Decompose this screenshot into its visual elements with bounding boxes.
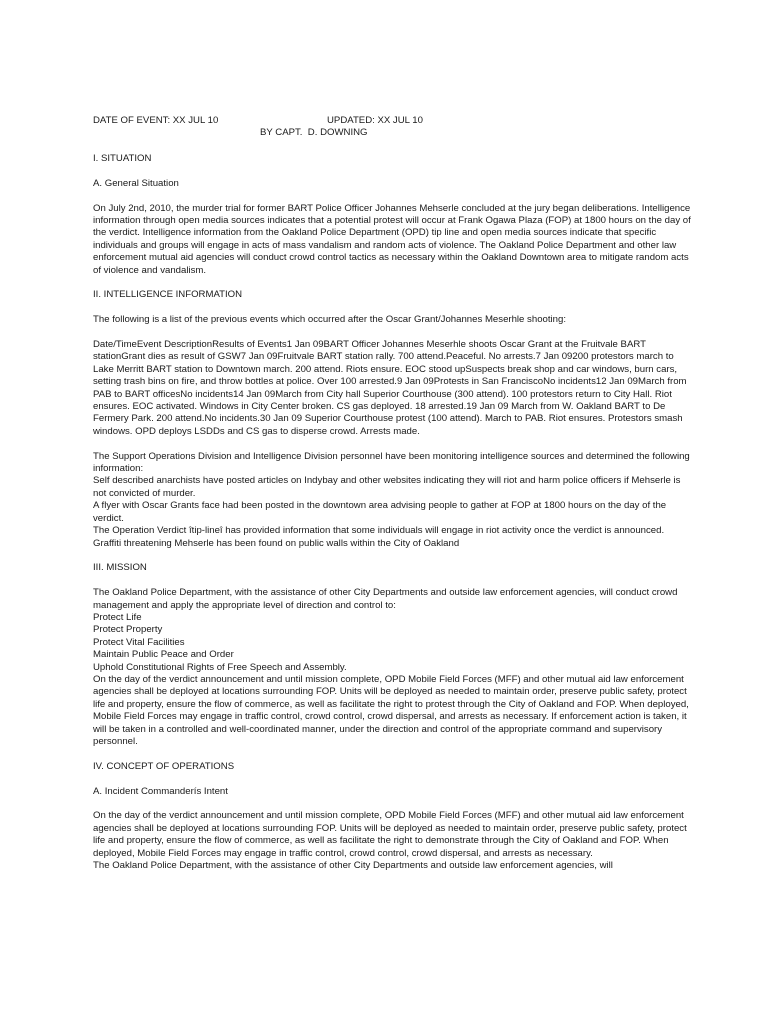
mission-goal-item: Protect Vital Facilities xyxy=(93,636,185,648)
document-body xyxy=(93,153,695,872)
finding-item: Graffiti threatening Mehserle has been found on public walls within the City of Oakland xyxy=(93,537,460,549)
finding-item: The Operation Verdict îtip-lineî has provided information that some individuals will engage in riot activity once the verdict is announced. xyxy=(93,525,665,537)
paragraph-mission-intro: The Oakland Police Department, with the assistance of other City Departments and outside law enforcement agencies, will conduct crowd management and apply the appropriate level of direction and control to: xyxy=(93,587,678,611)
paragraph-trailing: The Oakland Police Department, with the assistance of other City Departments and outside law enforcement agencies, will xyxy=(93,859,613,871)
paragraph-mission-deployment: On the day of the verdict announcement and until mission complete, OPD Mobile Field Forces (MFF) and other mutual aid law enforcement agencies shall be deployed at locations surrounding FOP. Units will be deployed as needed to maintain order, preserve public safety, protect life and property, ensure the flow of commerce, as well as facilitate the right to protest through the City of Oakland and FOP. When deployed, Mobile Field Forces may engage in traffic control, crowd control, crowd dispersal, and arrests as necessary. If enforcement action is taken, it will be taken in a controlled and well-coordinated manner, under the direction and control of the appropriate command and supervisory personnel. xyxy=(93,673,689,747)
section-heading-situation: I. SITUATION xyxy=(93,153,152,164)
paragraph-intelligence-intro: The following is a list of the previous events which occurred after the Oscar Grant/Johannes Meserhle shooting: xyxy=(93,314,566,326)
mission-goal-item: Uphold Constitutional Rights of Free Speech and Assembly. xyxy=(93,661,347,673)
section-heading-mission: III. MISSION xyxy=(93,562,147,574)
date-of-event: DATE OF EVENT: XX JUL 10 xyxy=(93,115,219,126)
sub-heading-general-situation: A. General Situation xyxy=(93,177,179,189)
sub-heading-commander-intent: A. Incident Commanderís Intent xyxy=(93,785,228,797)
mission-goal-item: Maintain Public Peace and Order xyxy=(93,649,234,661)
author-line: BY CAPT. D. DOWNING xyxy=(260,127,368,138)
paragraph-commander-intent: On the day of the verdict announcement and until mission complete, OPD Mobile Field Forces (MFF) and other mutual aid law enforcement agencies shall be deployed at locations surrounding FOP. Units will be deployed as needed to maintain order, preserve public safety, protect life and property, ensure the flow of commerce, as well as facilitate the right to demonstrate through the City of Oakland and FOP. When deployed, Mobile Field Forces may engage in traffic control, crowd control, crowd dispersal, and arrests as necessary. xyxy=(93,810,687,859)
section-heading-intelligence: II. INTELLIGENCE INFORMATION xyxy=(93,289,243,301)
paragraph-general-situation: On July 2nd, 2010, the murder trial for former BART Police Officer Johannes Mehserle concluded at the jury began deliberations. Intelligence information through open media sources indicates that a potential protest will occur at Frank Ogawa Plaza (FOP) at 1800 hours on the day of the verdict. Intelligence information from the Oakland Police Department (OPD) tip line and open media sources indicate that specific individuals and groups will engage in acts of mass vandalism and random acts of violence. The Oakland Police Department and other law enforcement mutual aid agencies will conduct crowd control tactics as necessary within the Oakland Downtown area to mitigate random acts of violence and vandalism. xyxy=(93,202,691,276)
updated-date: UPDATED: XX JUL 10 xyxy=(327,115,423,126)
section-heading-concept: IV. CONCEPT OF OPERATIONS xyxy=(93,760,235,772)
finding-item: Self described anarchists have posted articles on Indybay and other websites indicating they will riot and harm police officers if Mehserle is not convicted of murder. xyxy=(93,475,681,499)
mission-goal-item: Protect Life xyxy=(93,611,142,623)
mission-goal-item: Protect Property xyxy=(93,624,163,636)
paragraph-event-table: Date/TimeEvent DescriptionResults of Events1 Jan 09BART Officer Johannes Meserhle shoots Oscar Grant at the Fruitvale BART stationGrant dies as result of GSW7 Jan 09Fruitvale BART station rally. 700 attend.Peaceful. No arrests.7 Jan 09200 protestors march to Lake Merritt BART station to Downtown march. 200 attend. Riots ensure. EOC stood upSuspects break shop and car windows, burn cars, setting trash bins on fire, and throw bottles at police. Over 100 arrested.9 Jan 09Protests in San FranciscoNo incidents12 Jan 09March from PAB to BART officesNo incidents14 Jan 09March from City hall Superior Courthouse (300 attend). 100 protestors return to City Hall. Riot ensures. EOC activated. Windows in City Center broken. CS gas deployed. 18 arrested.19 Jan 09 March from W. Oakland BART to De Fermery Park. 200 attend.No incidents.30 Jan 09 Superior Courthouse protest (100 attend). March to PAB. Riot ensures. Protestors smash windows. OPD deploys LSDDs and CS gas to disperse crowd. Arrests made. xyxy=(93,339,687,437)
paragraph-monitoring: The Support Operations Division and Intelligence Division personnel have been monitoring intelligence sources and determined the following information: xyxy=(93,450,690,475)
finding-item: A flyer with Oscar Grants face had been posted in the downtown area advising people to gather at FOP at 1800 hours on the day of the verdict. xyxy=(93,500,667,524)
